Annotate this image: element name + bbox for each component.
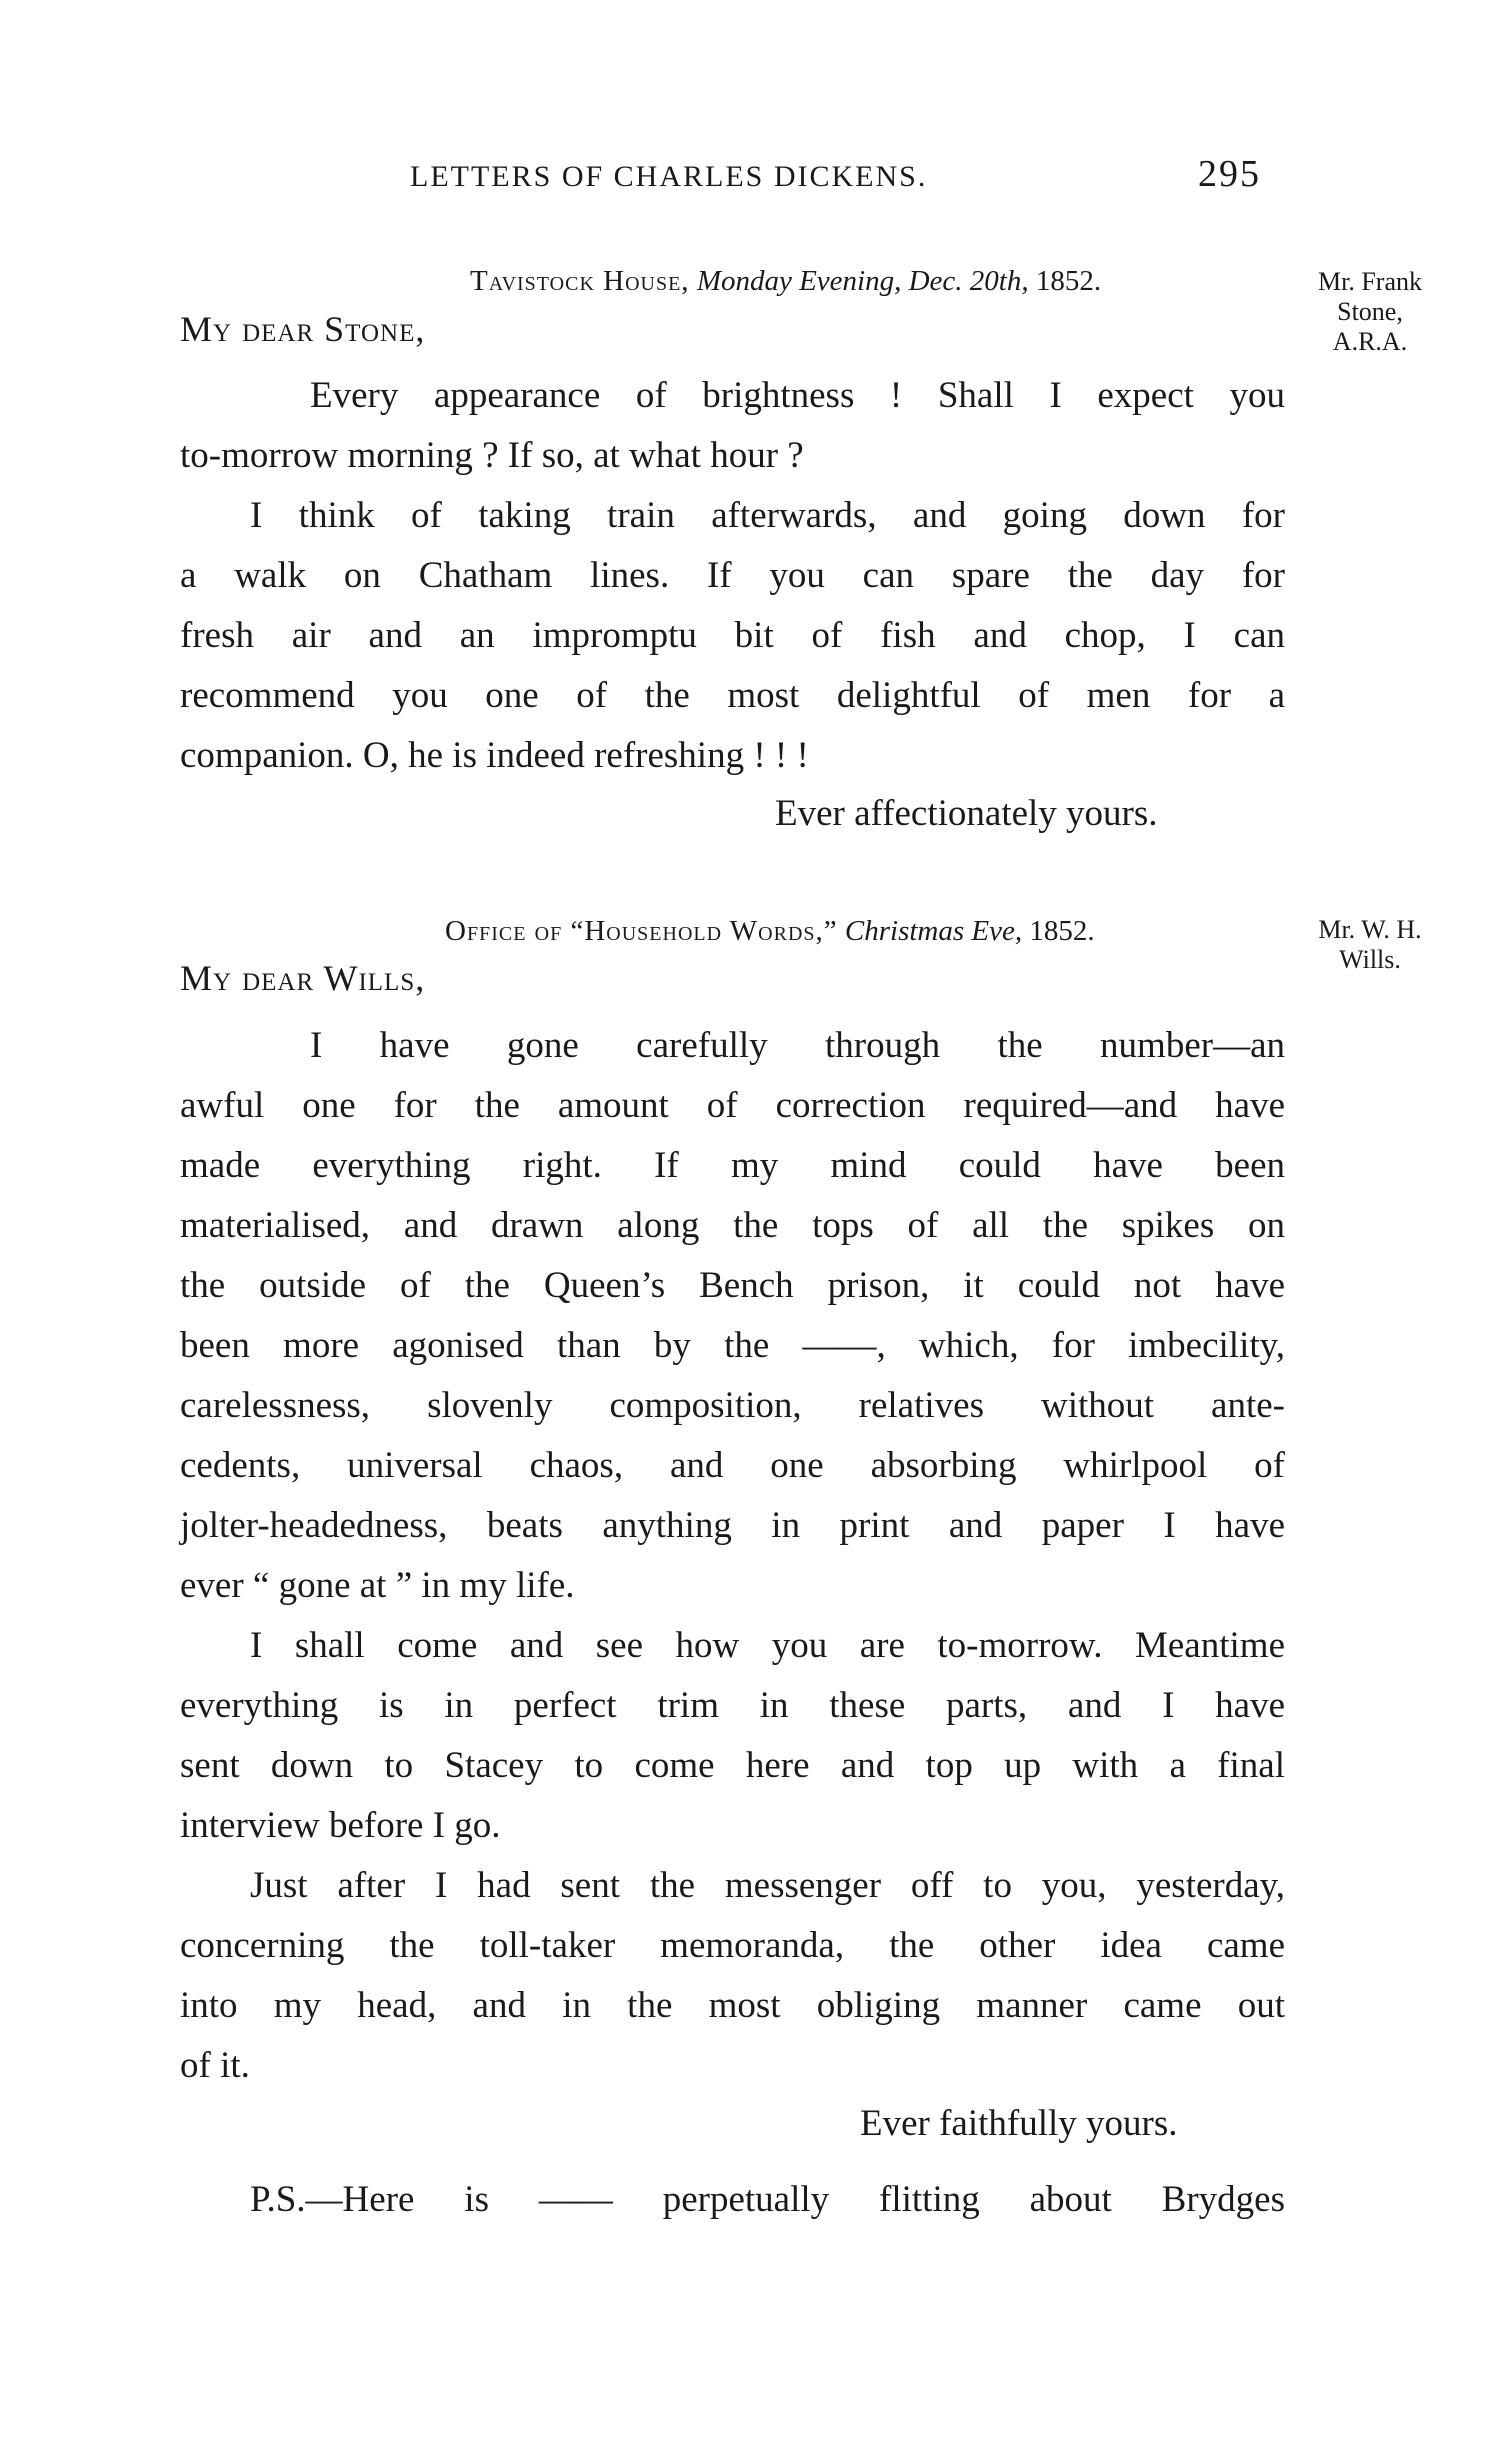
letter2-line: the outside of the Queen’s Bench prison, it could not have — [180, 1265, 1285, 1306]
margin-note-line: Stone, — [1337, 297, 1403, 326]
letter1-line: recommend you one of the most delightful of men for a — [180, 675, 1285, 716]
letter2-line: been more agonised than by the ——, which, for imbecility, — [180, 1325, 1285, 1366]
letter2-dateline-place: Office of “Household Words,” — [445, 915, 838, 947]
letter2-dateline — [445, 915, 1095, 948]
letter1-dateline-time: Monday Evening, Dec. 20th, — [696, 265, 1029, 297]
letter2-line: sent down to Stacey to come here and top up with a final — [180, 1745, 1285, 1786]
letter1-line: I think of taking train afterwards, and going down for — [250, 495, 1285, 536]
margin-note-line: Wills. — [1339, 945, 1401, 974]
margin-note-line: Mr. W. H. — [1318, 915, 1422, 944]
letter2-line: into my head, and in the most obliging manner came out — [180, 1985, 1285, 2026]
running-title: LETTERS OF CHARLES DICKENS. — [410, 160, 928, 193]
letter2-line: I shall come and see how you are to-morrow. Meantime — [250, 1625, 1285, 1666]
letter1-line: companion. O, he is indeed refreshing ! ! ! — [180, 735, 809, 776]
letter2-margin-note — [1290, 915, 1450, 975]
letter2-line: concerning the toll-taker memoranda, the other idea came — [180, 1925, 1285, 1966]
letter1-line: to-morrow morning ? If so, at what hour ? — [180, 435, 804, 476]
letter1-dateline — [470, 265, 1101, 298]
letter2-closing: Ever faithfully yours. — [860, 2103, 1178, 2144]
letter2-line: materialised, and drawn along the tops of all the spikes on — [180, 1205, 1285, 1246]
letter1-line: a walk on Chatham lines. If you can spare the day for — [180, 555, 1285, 596]
letter1-dateline-year: 1852. — [1035, 265, 1102, 297]
letter2-dateline-time: Christmas Eve, — [844, 915, 1023, 947]
letter2-line: ever “ gone at ” in my life. — [180, 1565, 575, 1606]
page-number: 295 — [1198, 153, 1261, 195]
letter2-line: interview before I go. — [180, 1805, 501, 1846]
letter2-line: I have gone carefully through the number—an — [310, 1025, 1285, 1066]
letter2-line: carelessness, slovenly composition, relatives without ante- — [180, 1385, 1285, 1426]
letter1-dateline-place: Tavistock House, — [470, 265, 690, 297]
margin-note-line: Mr. Frank — [1318, 267, 1422, 296]
margin-note-line: A.R.A. — [1332, 327, 1408, 356]
letter1-margin-note — [1290, 267, 1450, 357]
letter2-dateline-year: 1852. — [1029, 915, 1095, 947]
letter2-line: jolter-headedness, beats anything in print and paper I have — [180, 1505, 1285, 1546]
letter2-line: cedents, universal chaos, and one absorbing whirlpool of — [180, 1445, 1285, 1486]
letter2-salutation: My dear Wills, — [180, 958, 426, 998]
letter1-salutation: My dear Stone, — [180, 309, 426, 349]
letter2-line: of it. — [180, 2045, 250, 2086]
letter2-line: made everything right. If my mind could have been — [180, 1145, 1285, 1186]
letter1-line: Every appearance of brightness ! Shall I expect you — [310, 375, 1285, 416]
letter2-postscript: P.S.—Here is —— perpetually flitting about Brydges — [250, 2179, 1285, 2220]
letter1-closing: Ever affectionately yours. — [775, 793, 1158, 834]
letter1-line: fresh air and an impromptu bit of fish and chop, I can — [180, 615, 1285, 656]
letter2-line: Just after I had sent the messenger off to you, yesterday, — [250, 1865, 1285, 1906]
letter2-line: everything is in perfect trim in these parts, and I have — [180, 1685, 1285, 1726]
letter2-line: awful one for the amount of correction required—and have — [180, 1085, 1285, 1126]
